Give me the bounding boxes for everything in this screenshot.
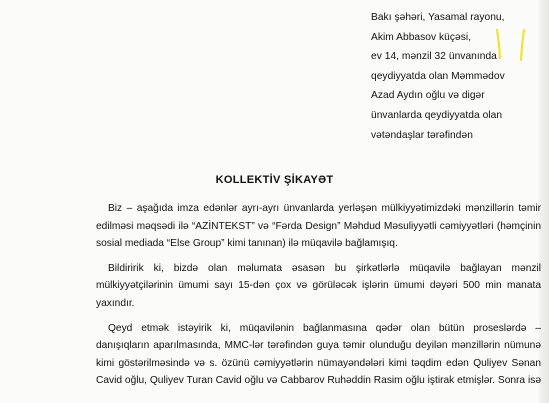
text-line: kimi göstərilməsində və s. özünü cəmiyyətlərin nümayəndələri kimi təqdim edən Quliyev Sənan (96, 357, 541, 369)
text-line: Bildiririk ki, bizdə olan məlumata əsasən bu şirkətlərlə müqavilə bağlayan mənzil (108, 262, 541, 274)
address-line: Bakı şəhəri, Yasamal rayonu, (371, 12, 505, 23)
text-line: yaxındır. (96, 297, 135, 309)
address-line: Azad Aydın oğlu və digər (371, 90, 485, 102)
text-line: sosial mediada “Else Group” kimi tanınan) ilə müqavilə bağlamışıq. (96, 238, 398, 250)
text-line: Cavid oğlu, Quliyev Turan Cavid oğlu və Cabbarov Ruhəddin Rasim oğlu iştirak etmişlər. Sonra isə (96, 375, 541, 387)
paragraph (96, 320, 541, 390)
text-line: edilməsi məqsədi ilə “AZİNTEKST” və “Fərda Design” Məhdud Məsuliyyətli cəmiyyətləri (həmçinin (96, 220, 541, 232)
paragraph (96, 200, 541, 253)
text-line: mülkiyyətçilərinin ümumi sayı 15-dən çox və görüləcək işlərin ümumi dəyəri 500 min manata (96, 280, 541, 292)
document-title: KOLLEKTİV ŞİKAYƏT (215, 174, 334, 186)
address-line: qeydiyyatda olan Məmmədov (371, 70, 505, 82)
address-line: Akim Abbasov küçəsi, (371, 31, 472, 43)
document-body (96, 200, 541, 397)
addressee-block (371, 8, 541, 145)
address-line: ünvanlarda qeydiyyatda olan (371, 109, 503, 121)
text-line: Biz – aşağıda imza edənlər ayrı-ayrı ünvanlarda yerləşən mülkiyyətimizdəki mənzillərin təmir (108, 203, 541, 214)
address-line: vətəndaşlar tərəfindən (371, 129, 473, 141)
text-line: Qeyd etmək istəyirik ki, müqavilənin bağlanmasına qədər olan bütün proseslərdə – (108, 322, 541, 334)
text-line: danışıqların aparılmasında, MMC-lər tərəfindən guya təmir olunduğu deyilən mənzillərin nümunə (96, 340, 541, 352)
paragraph (96, 260, 541, 313)
address-line: ev 14, mənzil 32 ünvanında (371, 51, 497, 63)
